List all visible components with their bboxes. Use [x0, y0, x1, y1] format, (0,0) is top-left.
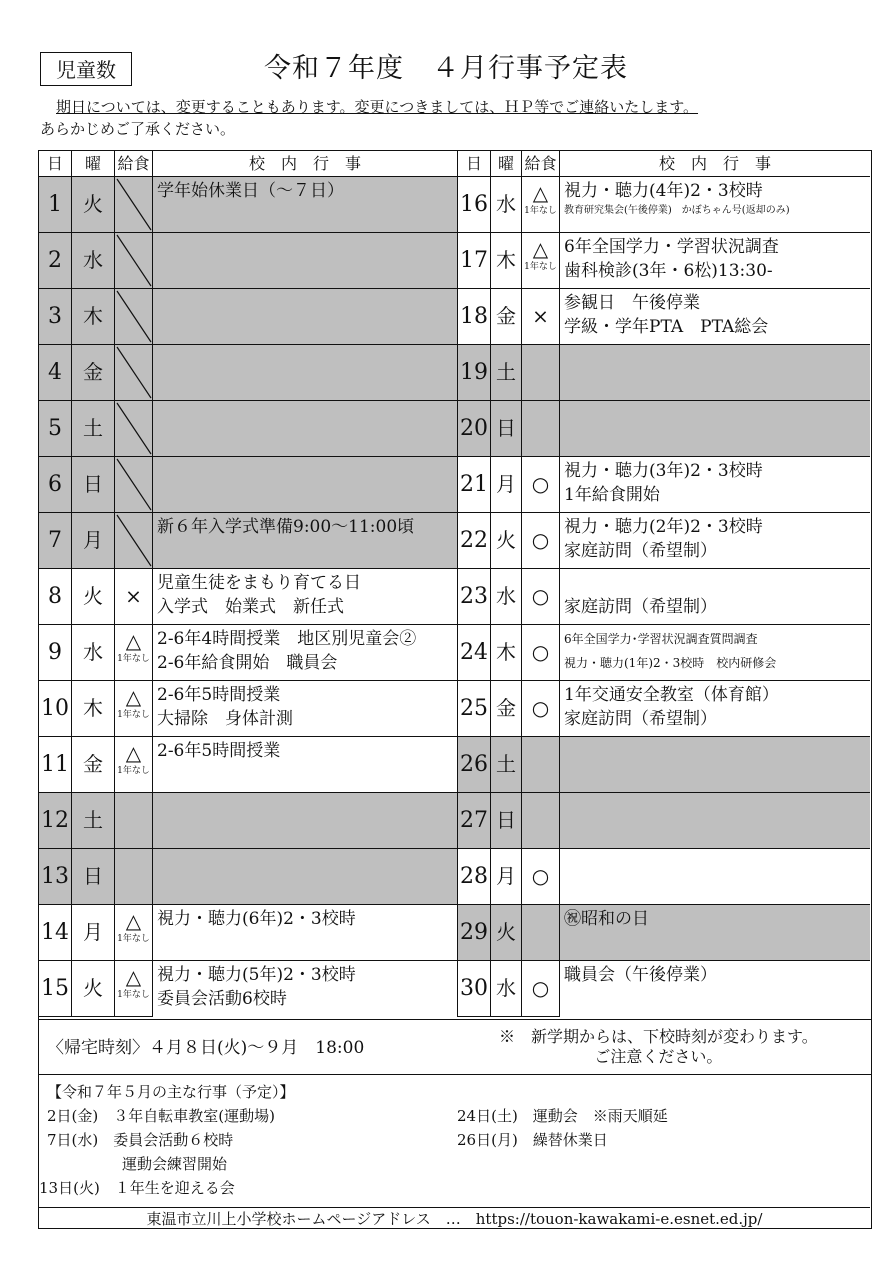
notice-line-2: あらかじめご了承ください。: [40, 120, 236, 138]
lunch-status: [115, 625, 153, 681]
event-cell: [153, 681, 458, 737]
column-header-events: 校 内 行 事: [560, 151, 870, 177]
lunch-status: [522, 177, 560, 233]
event-line: 2-6年4時間授業 地区別児童会②: [157, 629, 417, 649]
lunch-status: [522, 849, 560, 905]
event-cell: [560, 961, 870, 1017]
event-line: 視力・聴力(3年)2・3校時: [564, 461, 763, 481]
day-number: 20: [458, 401, 491, 457]
event-line: 視力・聴力(1年)2・3校時 校内研修会: [564, 656, 777, 670]
weekday: 日: [491, 793, 522, 849]
weekday: 土: [491, 737, 522, 793]
event-line: 家庭訪問（希望制）: [564, 709, 717, 729]
weekday: 金: [72, 737, 115, 793]
lunch-status: [115, 457, 153, 513]
weekday: 土: [491, 345, 522, 401]
lunch-status: [522, 289, 560, 345]
event-line: 新６年入学式準備9:00～11:00頃: [157, 517, 415, 537]
event-line: 児童生徒をまもり育てる日: [157, 573, 361, 593]
event-cell: [560, 233, 870, 289]
weekday: 金: [491, 289, 522, 345]
event-cell: [560, 569, 870, 625]
weekday: 水: [491, 177, 522, 233]
lunch-status: [522, 569, 560, 625]
event-cell: [560, 849, 870, 905]
weekday: 金: [491, 681, 522, 737]
day-number: 19: [458, 345, 491, 401]
event-cell: [153, 233, 458, 289]
event-line: 委員会活動6校時: [157, 989, 287, 1009]
lunch-status: [115, 849, 153, 905]
weekday: 日: [72, 849, 115, 905]
no-lunch-slash: [115, 233, 153, 288]
event-cell: [153, 905, 458, 961]
day-number: 27: [458, 793, 491, 849]
weekday: 日: [491, 401, 522, 457]
may-item: 7日(水) 委員会活動６校時: [47, 1131, 234, 1149]
weekday: 月: [72, 905, 115, 961]
event-cell: [560, 793, 870, 849]
day-number: 17: [458, 233, 491, 289]
column-header-weekday: 曜: [72, 151, 115, 177]
lunch-status: [115, 961, 153, 1017]
weekday: 月: [72, 513, 115, 569]
weekday: 水: [72, 233, 115, 289]
day-number: 2: [39, 233, 72, 289]
event-line: 家庭訪問（希望制）: [564, 541, 717, 561]
event-cell: [560, 401, 870, 457]
lunch-status: [115, 345, 153, 401]
column-header-weekday: 曜: [491, 151, 522, 177]
event-line: 視力・聴力(4年)2・3校時: [564, 181, 763, 201]
return-note-line-1: ※ 新学期からは、下校時刻が変わります。: [499, 1027, 818, 1046]
event-line: 学年始休業日（～７日）: [157, 181, 344, 201]
day-number: 26: [458, 737, 491, 793]
day-number: 16: [458, 177, 491, 233]
event-cell: [560, 289, 870, 345]
event-line: 視力・聴力(5年)2・3校時: [157, 965, 356, 985]
lunch-symbol: △: [125, 629, 142, 653]
weekday: 火: [72, 961, 115, 1017]
day-number: 28: [458, 849, 491, 905]
homepage-address[interactable]: 東温市立川上小学校ホームページアドレス … https://touon-kawakami-e.esnet.ed.jp/: [39, 1207, 870, 1230]
day-number: 9: [39, 625, 72, 681]
lunch-note: 1年なし: [524, 206, 557, 216]
page-title: 令和７年度 ４月行事予定表: [264, 53, 628, 84]
day-number: 15: [39, 961, 72, 1017]
lunch-symbol: ○: [531, 696, 550, 720]
no-lunch-slash: [115, 401, 153, 456]
event-line: 職員会（午後停業）: [564, 965, 717, 985]
no-lunch-slash: [115, 513, 153, 568]
may-item: 26日(月) 繰替休業日: [457, 1131, 608, 1149]
weekday: 木: [491, 625, 522, 681]
column-header-day: 日: [39, 151, 72, 177]
event-cell: [153, 569, 458, 625]
lunch-status: [522, 961, 560, 1017]
weekday: 火: [491, 513, 522, 569]
weekday: 火: [72, 569, 115, 625]
event-cell: [153, 345, 458, 401]
may-item: 運動会練習開始: [47, 1155, 228, 1173]
event-cell: [560, 737, 870, 793]
lunch-note: 1年なし: [524, 262, 557, 272]
lunch-status: [522, 513, 560, 569]
lunch-status: [115, 793, 153, 849]
day-number: 25: [458, 681, 491, 737]
return-time: 〈帰宅時刻〉４月８日(火)～９月 18:00: [47, 1038, 365, 1058]
day-number: 1: [39, 177, 72, 233]
lunch-symbol: △: [125, 909, 142, 933]
day-number: 24: [458, 625, 491, 681]
day-number: 5: [39, 401, 72, 457]
event-cell: [153, 513, 458, 569]
event-line: 6年全国学力･学習状況調査質問調査: [564, 632, 758, 646]
may-item: 24日(土) 運動会 ※雨天順延: [457, 1107, 668, 1125]
event-line: 2-6年給食開始 職員会: [157, 653, 338, 673]
lunch-status: [115, 737, 153, 793]
event-line: 大掃除 身体計測: [157, 709, 293, 729]
day-number: 10: [39, 681, 72, 737]
day-number: 18: [458, 289, 491, 345]
event-line: 6年全国学力・学習状況調査: [564, 237, 779, 257]
lunch-symbol: ×: [532, 304, 549, 328]
day-number: 3: [39, 289, 72, 345]
student-count-label: 児童数: [40, 52, 132, 86]
lunch-symbol: △: [125, 965, 142, 989]
event-cell: [153, 849, 458, 905]
event-cell: [153, 401, 458, 457]
weekday: 火: [491, 905, 522, 961]
day-number: 4: [39, 345, 72, 401]
lunch-note: 1年なし: [117, 654, 150, 664]
event-cell: [560, 905, 870, 961]
lunch-symbol: △: [125, 741, 142, 765]
weekday: 木: [72, 289, 115, 345]
event-cell: [153, 625, 458, 681]
lunch-status: [522, 625, 560, 681]
return-time-row: [38, 1019, 872, 1075]
event-cell: [560, 513, 870, 569]
weekday: 水: [491, 569, 522, 625]
lunch-symbol: ×: [125, 584, 142, 608]
weekday: 水: [72, 625, 115, 681]
lunch-symbol: △: [532, 181, 549, 205]
lunch-status: [522, 457, 560, 513]
event-line: 2-6年5時間授業: [157, 685, 281, 705]
lunch-note: 1年なし: [117, 934, 150, 944]
column-header-day: 日: [458, 151, 491, 177]
event-line: 学級・学年PTA PTA総会: [564, 317, 769, 337]
lunch-status: [522, 345, 560, 401]
may-events-title: 【令和７年５月の主な行事（予定）】: [47, 1083, 295, 1101]
lunch-status: [522, 905, 560, 961]
day-number: 14: [39, 905, 72, 961]
lunch-status: [522, 737, 560, 793]
event-line: 1年給食開始: [564, 485, 660, 505]
notice-line-1: 期日については、変更することもあります。変更につきましては、ＨＰ等でご連絡いたします。: [56, 98, 699, 116]
weekday: 木: [72, 681, 115, 737]
day-number: 12: [39, 793, 72, 849]
event-line: [564, 571, 866, 595]
lunch-status: [522, 233, 560, 289]
day-number: 23: [458, 569, 491, 625]
lunch-symbol: ○: [531, 640, 550, 664]
event-cell: [153, 793, 458, 849]
lunch-note: 1年なし: [117, 710, 150, 720]
day-number: 7: [39, 513, 72, 569]
lunch-status: [115, 401, 153, 457]
event-cell: [560, 345, 870, 401]
column-header-lunch: 給食: [522, 151, 560, 177]
lunch-status: [522, 681, 560, 737]
may-item: 13日(火) １年生を迎える会: [39, 1179, 235, 1197]
weekday: 土: [72, 401, 115, 457]
no-lunch-slash: [115, 289, 153, 344]
event-line: 家庭訪問（希望制）: [564, 597, 717, 617]
event-cell: [560, 681, 870, 737]
event-subnote: 教育研究集会(午後停業) かぼちゃん号(返却のみ): [564, 205, 790, 216]
weekday: 火: [72, 177, 115, 233]
event-line: 視力・聴力(2年)2・3校時: [564, 517, 763, 537]
lunch-status: [115, 177, 153, 233]
day-number: 8: [39, 569, 72, 625]
weekday: 土: [72, 793, 115, 849]
lunch-symbol: △: [532, 237, 549, 261]
return-note-line-2: ご注意ください。: [594, 1047, 723, 1066]
event-line: 参観日 午後停業: [564, 293, 700, 313]
weekday: 日: [72, 457, 115, 513]
event-line: 歯科検診(3年・6松)13:30-: [564, 261, 773, 281]
event-line: 視力・聴力(6年)2・3校時: [157, 909, 356, 929]
lunch-symbol: ○: [531, 976, 550, 1000]
day-number: 11: [39, 737, 72, 793]
event-line: 入学式 始業式 新任式: [157, 597, 344, 617]
event-cell: [560, 177, 870, 233]
weekday: 月: [491, 457, 522, 513]
lunch-status: [115, 513, 153, 569]
weekday: 月: [491, 849, 522, 905]
column-header-events: 校 内 行 事: [153, 151, 458, 177]
lunch-note: 1年なし: [117, 990, 150, 1000]
day-number: 30: [458, 961, 491, 1017]
may-events-box: [38, 1075, 872, 1229]
day-number: 6: [39, 457, 72, 513]
lunch-note: 1年なし: [117, 766, 150, 776]
event-cell: [153, 737, 458, 793]
event-line: 2-6年5時間授業: [157, 741, 281, 761]
lunch-status: [115, 233, 153, 289]
may-item: 2日(金) ３年自転車教室(運動場): [47, 1107, 275, 1125]
lunch-status: [115, 681, 153, 737]
no-lunch-slash: [115, 345, 153, 400]
day-number: 13: [39, 849, 72, 905]
event-cell: [153, 961, 458, 1017]
lunch-status: [522, 793, 560, 849]
event-cell: [153, 457, 458, 513]
lunch-status: [522, 401, 560, 457]
lunch-symbol: △: [125, 685, 142, 709]
column-header-lunch: 給食: [115, 151, 153, 177]
lunch-symbol: ○: [531, 584, 550, 608]
day-number: 21: [458, 457, 491, 513]
schedule-table: [38, 150, 872, 1020]
lunch-symbol: ○: [531, 528, 550, 552]
lunch-symbol: ○: [531, 864, 550, 888]
event-cell: [153, 289, 458, 345]
no-lunch-slash: [115, 457, 153, 512]
event-line: ㊗昭和の日: [564, 909, 649, 929]
weekday: 水: [491, 961, 522, 1017]
lunch-status: [115, 569, 153, 625]
weekday: 木: [491, 233, 522, 289]
weekday: 金: [72, 345, 115, 401]
no-lunch-slash: [115, 177, 153, 232]
event-cell: [153, 177, 458, 233]
event-cell: [560, 625, 870, 681]
lunch-status: [115, 289, 153, 345]
day-number: 22: [458, 513, 491, 569]
day-number: 29: [458, 905, 491, 961]
lunch-symbol: ○: [531, 472, 550, 496]
event-line: 1年交通安全教室（体育館）: [564, 685, 779, 705]
return-note: [499, 1027, 818, 1067]
lunch-status: [115, 905, 153, 961]
event-cell: [560, 457, 870, 513]
